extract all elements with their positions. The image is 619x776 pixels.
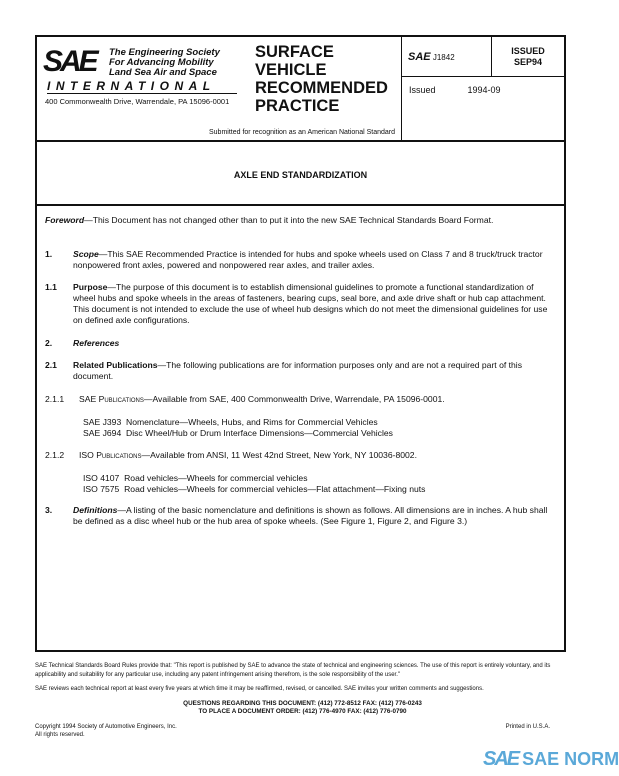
doc-type-line: SURFACE	[255, 43, 334, 61]
foreword-text: —This Document has not changed other than to put it into the new SAE Technical Standards Board Format.	[84, 215, 494, 225]
document-body	[45, 215, 550, 527]
section-number: 2.1.1	[45, 394, 65, 404]
reference-id: SAE J393	[83, 417, 122, 427]
reference-item	[83, 484, 550, 495]
section-1-1	[45, 282, 550, 326]
sae-logo: SAE	[43, 45, 96, 78]
section-2-1-2	[45, 450, 550, 461]
watermark-text: SAE NORM	[522, 749, 619, 769]
section-number: 1.1	[45, 282, 57, 292]
reference-title: Road vehicles—Wheels for commercial vehicles	[124, 473, 308, 483]
foreword-heading: Foreword	[45, 215, 85, 225]
section-3	[45, 505, 550, 527]
status-date: SEP94	[513, 57, 543, 67]
doc-number-cell	[402, 37, 492, 77]
header-left	[37, 37, 402, 140]
society-tagline	[109, 48, 220, 78]
document-type	[255, 43, 388, 115]
reference-title: Nomenclature—Wheels, Hubs, and Rims for Commercial Vehicles	[126, 417, 378, 427]
reference-id: ISO 4107	[83, 473, 120, 483]
section-heading: Scope	[73, 249, 99, 259]
section-text: —The following publications are for information purposes only and are not a required part of this document.	[73, 360, 523, 381]
section-2-1	[45, 360, 550, 382]
rights-reserved: All rights reserved.	[35, 732, 85, 738]
section-text: —Available from ANSI, 11 West 42nd Street, New York, NY 10036-8002.	[141, 450, 417, 460]
sae-mini-logo: SAE	[408, 51, 431, 63]
section-heading: SAE Publications	[79, 394, 144, 404]
tagline-line: For Advancing Mobility	[109, 57, 214, 68]
section-heading: ISO Publications	[79, 450, 142, 460]
rules-notice: SAE Technical Standards Board Rules provide that: "This report is published by SAE to advance the state of technical and engineering sciences. The use of this report is entirely voluntary, and its applicability and suitability for any particular use, including any patent infringement arising therefrom, is the sole responsibility of the user."	[35, 663, 551, 678]
copyright-block	[35, 723, 177, 740]
iso-reference-list	[45, 473, 550, 495]
section-heading: Purpose	[73, 282, 108, 292]
sae-reference-list	[45, 417, 550, 439]
section-number: 3.	[45, 505, 53, 515]
reference-id: ISO 7575	[83, 484, 120, 494]
document-title: AXLE END STANDARDIZATION	[37, 142, 564, 206]
reference-item	[83, 417, 550, 428]
order-contact: TO PLACE A DOCUMENT ORDER: (412) 776-4970 FAX: (412) 776-0790	[198, 707, 407, 715]
address: 400 Commonwealth Drive, Warrendale, PA 15096-0001	[45, 97, 230, 106]
document-header	[37, 37, 564, 142]
section-number: 2.	[45, 338, 53, 348]
section-number: 1.	[45, 249, 53, 259]
reference-title: Disc Wheel/Hub or Drum Interface Dimensions—Commercial Vehicles	[126, 428, 393, 438]
section-text: —Available from SAE, 400 Commonwealth Drive, Warrendale, PA 15096-0001.	[143, 394, 445, 404]
reference-item	[83, 473, 550, 484]
section-number: 2.1	[45, 360, 57, 370]
questions-contact: QUESTIONS REGARDING THIS DOCUMENT: (412) 772-8512 FAX: (412) 776-0243	[183, 699, 422, 707]
printed-in: Printed in U.S.A.	[505, 723, 550, 730]
tagline-line: Land Sea Air and Space	[109, 67, 217, 78]
issued-label: Issued	[409, 85, 436, 95]
reference-title: Road vehicles—Wheels for commercial vehicles—Flat attachment—Fixing nuts	[124, 484, 426, 494]
section-text: —This SAE Recommended Practice is intended for hubs and spoke wheels used on Class 7 and 8 truck/truck tractor nonpowered front axles, powered and nonpowered rear axles, and trailer axles.	[73, 249, 543, 270]
sae-norm-watermark	[483, 748, 619, 771]
foreword	[45, 215, 550, 226]
section-heading: Definitions	[73, 505, 118, 515]
section-text: —A listing of the basic nomenclature and definitions is shown as follows. All dimensions are in inches. A hub shall be defined as a disc wheel hub or the hub area of spoke wheels. (See Figure 1, Figure 2, and Figure 3.)	[73, 505, 548, 526]
issued-info	[409, 85, 501, 95]
section-2-1-1	[45, 394, 550, 405]
section-heading: Related Publications	[73, 360, 158, 370]
document-footer	[35, 662, 570, 740]
section-number: 2.1.2	[45, 450, 65, 460]
tagline-line: The Engineering Society	[109, 47, 220, 58]
reference-item	[83, 428, 550, 439]
submitted-note: Submitted for recognition as an American National Standard	[209, 129, 395, 136]
section-text: —The purpose of this document is to establish dimensional guidelines to promote a functional standardization of wheel hubs and spoke wheels in the areas of fasteners, bearing cups, seal bore, and axle drive shaft or hub cap attachment. This document is not intended to exclude the use of wheel hub designs which do not meet the dimensional guidelines for use on defined axle configurations.	[73, 282, 548, 325]
section-1	[45, 249, 550, 271]
watermark-logo: SAE	[483, 748, 519, 770]
issued-date: 1994-09	[467, 85, 501, 95]
section-2	[45, 338, 550, 349]
status-label: ISSUED	[511, 46, 545, 56]
copyright-row	[35, 723, 570, 740]
review-notice: SAE reviews each technical report at least every five years at which time it may be reaffirmed, revised, or cancelled. SAE invites your written comments and suggestions.	[35, 686, 484, 692]
status-cell	[492, 37, 564, 77]
doc-type-line: RECOMMENDED	[255, 79, 388, 97]
doc-type-line: PRACTICE	[255, 97, 340, 115]
international-label: INTERNATIONAL	[47, 79, 237, 94]
doc-number: J1842	[432, 53, 455, 62]
copyright: Copyright 1994 Society of Automotive Engineers, Inc.	[35, 723, 177, 730]
doc-type-line: VEHICLE	[255, 61, 327, 79]
reference-id: SAE J694	[83, 428, 122, 438]
section-heading: References	[73, 338, 120, 348]
